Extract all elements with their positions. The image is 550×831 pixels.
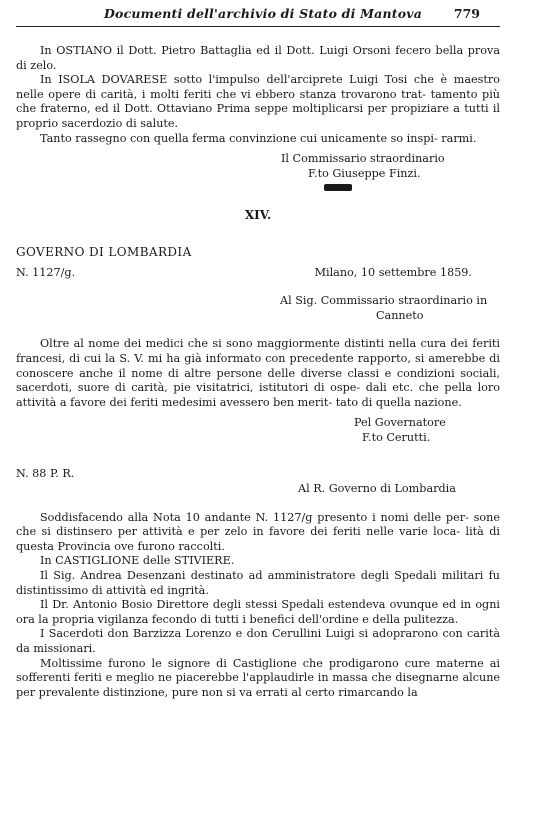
page-header [0,0,550,26]
header-rule [16,26,500,27]
paragraph-bosio: Il Dr. Antonio Bosio Direttore degli stessi Spedali estendeva ovunque ed in ogni ora la propria vigilanza fecondo di tutti i benefici dell'ordine e della pulitezza. [16,598,501,626]
doc1-place-date: Milano, 10 settembre 1859. [314,265,472,279]
document-body [16,44,500,700]
paragraph-ostiano: In OSTIANO il Dott. Pietro Battaglia ed il Dott. Luigi Orsoni fecero bella prova di zelo. [16,44,500,72]
paragraph-closing: Tanto rassegno con quella ferma convinzione cui unicamente so inspi- rarmi. [40,131,477,145]
paragraph-reply: Soddisfacendo alla Nota 10 andante N. 1127/g presento i nomi delle per- sone che si distinsero per attività e per zelo in favore dei feriti nelle varie loca- lità di questa Provincia ove furono raccolti. [16,510,500,553]
doc2-number: N. 88 P. R. [16,467,75,481]
running-title: Documenti dell'archivio di Stato di Mantova [104,6,423,21]
section-number: XIV. [244,208,272,223]
page-number: 779 [453,6,480,21]
paragraph-isola-dovarese: In ISOLA DOVARESE sotto l'impulso dell'arciprete Luigi Tosi che è maestro nelle opere di carità, i molti feriti che vi ebbero stanza trovarono trat- tamento più che fraterno, ed il Dott. Ottaviano Prima seppe moltiplicarsi per propiziare a tutti il proprio sacerdozio di salute. [16,73,500,130]
paragraph-castiglione: In CASTIGLIONE delle STIVIERE. [40,554,235,568]
paragraph-desenzani: Il Sig. Andrea Desenzani destinato ad amministratore degli Spedali militari fu distintissimo di attività ed ingrità. [16,569,500,597]
doc2-addressee: Al R. Governo di Lombardia [298,482,456,496]
ink-blot [324,184,352,191]
signature-title-1: Il Commissario straordinario [281,152,445,166]
paragraph-signore: Moltissime furono le signore di Castiglione che prodigarono cure materne ai sofferenti feriti e meglio ne piacerebbe l'applaudirle in massa che disegnarne alcune per prevalente distinzione, pure non si va errati al certo rimarcando la [16,656,501,699]
signature-title-2: Pel Governatore [354,416,446,430]
paragraph-sacerdoti: I Sacerdoti don Barzizza Lorenzo e don Cerullini Luigi si adoprarono con carità da missionari. [16,627,500,655]
signature-name-2: F.to Cerutti. [362,430,431,444]
doc1-header-row [16,266,500,281]
doc1-number: N. 1127/g. [16,265,76,279]
paragraph-request: Oltre al nome dei medici che si sono maggiormente distinti nella cura dei feriti francesi, di cui la S. V. mi ha già informato con precedente rapporto, si amerebbe di conoscere anche il nome di altre persone delle diverse classi e condizioni sociali, sacerdoti, suore di carità, pie visitatrici, istitutori di ospe- dali etc. che pella loro attività a favore dei feriti medesimi avessero ben merit- tato di quella nazione. [16,337,500,409]
signature-name-1: F.to Giuseppe Finzi. [308,166,421,180]
doc1-addressee-place: Canneto [376,308,424,322]
government-heading: GOVERNO DI LOMBARDIA [16,244,192,259]
doc1-addressee: Al Sig. Commissario straordinario in [280,294,488,308]
